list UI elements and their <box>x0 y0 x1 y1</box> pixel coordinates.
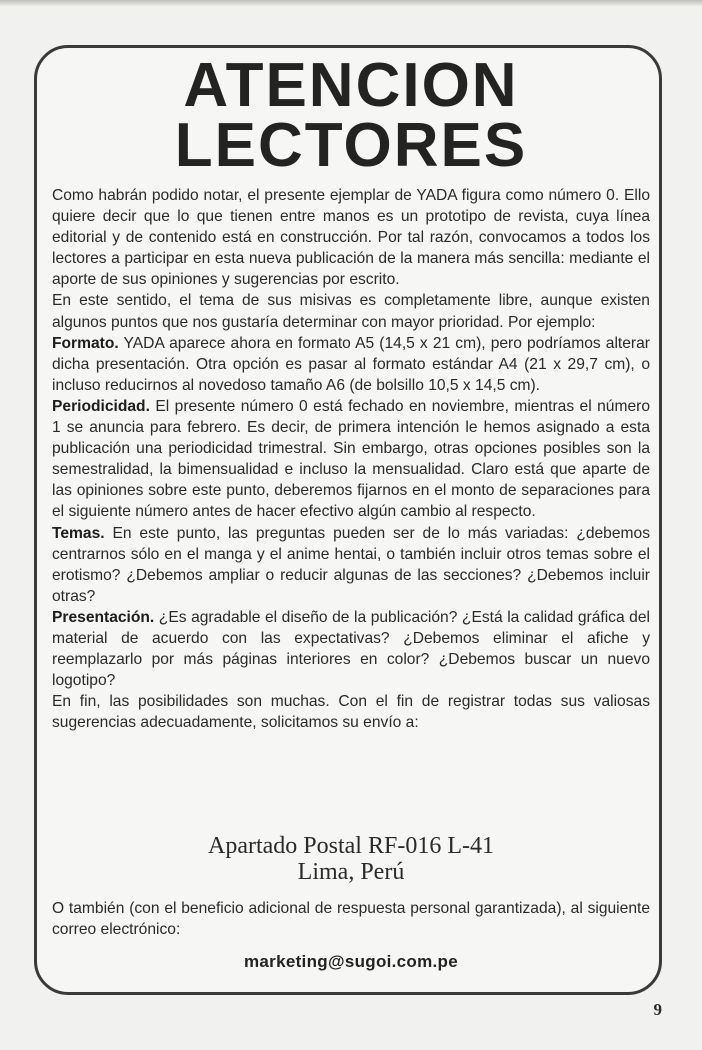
notice-body <box>52 185 650 733</box>
page-number: 9 <box>653 1000 662 1019</box>
temas-text: En este punto, las preguntas pueden ser de lo más variadas: ¿debemos centrarnos sólo en el manga y el anime hentai, o también incluir otros temas sobre el erotismo? ¿Debemos ampliar o reducir algunas de las secciones? ¿Debemos incluir otras? <box>52 524 650 605</box>
sense-paragraph: En este sentido, el tema de sus misivas es completamente libre, aunque existen algunos puntos que nos gustaría determinar con mayor prioridad. Por ejemplo: <box>52 292 650 331</box>
closing-paragraph: En fin, las posibilidades son muchas. Con el fin de registrar todas sus valiosas sugerencias adecuadamente, solicitamos su envío a: <box>52 693 650 732</box>
intro-paragraph: Como habrán podido notar, el presente ejemplar de YADA figura como número 0. Ello quiere decir que lo que tienen entre manos es un prototipo de revista, cuya línea editorial y de contenido está en construcción. Por tal razón, convocamos a todos los lectores a participar en esta nueva publicación de la manera más sencilla: mediante el aporte de sus opiniones y sugerencias por escrito. <box>52 187 650 289</box>
email-intro-paragraph: O también (con el beneficio adicional de respuesta personal garantizada), al siguiente correo electrónico: <box>52 900 650 939</box>
periodicidad-paragraph <box>52 396 650 523</box>
presentacion-text: ¿Es agradable el diseño de la publicación? ¿Está la calidad gráfica del material de acuerdo con las expectativas? ¿Debemos eliminar el afiche y reemplazarlo por más páginas interiores en color? ¿Debemos buscar un nuevo logotipo? <box>52 608 650 690</box>
headline-line-1: ATENCION <box>183 51 519 120</box>
presentacion-paragraph <box>52 607 650 691</box>
formato-text: YADA aparece ahora en formato A5 (14,5 x 21 cm), pero podríamos alterar dicha presentación. Otra opción es pasar al formato estándar A4 (21 x 29,7 cm), o incluso reducirnos al novedoso tamaño A6 (de bolsillo 10,5 x 14,5 cm). <box>52 334 650 394</box>
page-top-edge <box>0 0 702 6</box>
contact-email[interactable]: marketing@sugoi.com.pe <box>244 952 458 971</box>
formato-paragraph <box>52 333 650 396</box>
periodicidad-label: Periodicidad. <box>52 397 150 415</box>
periodicidad-text: El presente número 0 está fechado en noviembre, mientras el número 1 se anuncia para febrero. Es decir, de primera intención le hemos asignado a esta publicación una periodicidad trimestral. Sin embargo, otras opciones posibles son la semestralidad, la bimensualidad e incluso la mensualidad. Claro está que aparte de las opiniones sobre este punto, deberemos fijarnos en el monto de separaciones para el siguiente número antes de hacer efectivo algún cambio al respecto. <box>52 397 650 521</box>
headline-line-2: LECTORES <box>174 111 528 180</box>
address-line-1: Apartado Postal RF-016 L-41 <box>208 833 494 859</box>
formato-label: Formato. <box>52 334 119 352</box>
presentacion-label: Presentación. <box>52 608 155 626</box>
address-line-2: Lima, Perú <box>297 859 405 885</box>
temas-label: Temas. <box>52 524 105 542</box>
postal-address <box>52 833 650 885</box>
temas-paragraph <box>52 523 650 607</box>
